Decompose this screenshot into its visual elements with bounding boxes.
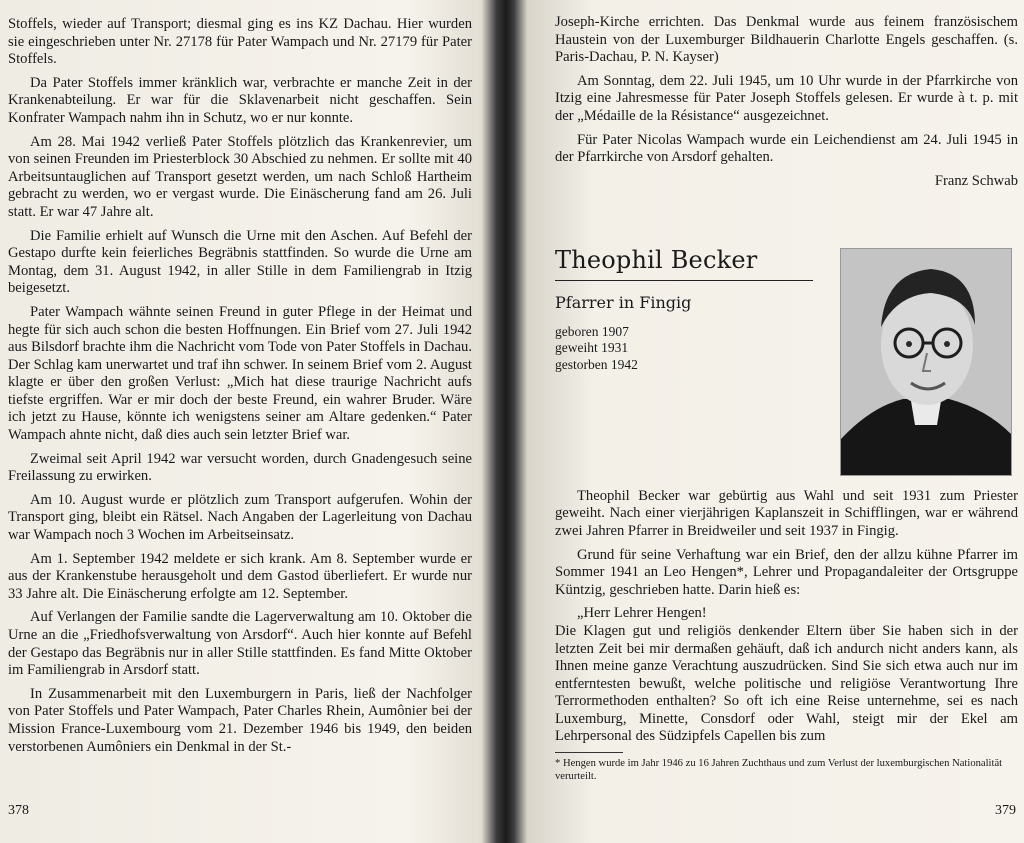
paragraph: Joseph-Kirche errichten. Das Denkmal wurde aus feinem französischem Haustein von der Luxemburger Bildhauerin Charlotte Engels geschaffen. (s. Paris-Dachau, P. N. Kayser) xyxy=(555,14,1018,66)
paragraph: Für Pater Nicolas Wampach wurde ein Leichendienst am 24. Juli 1945 in der Pfarrkirche von Arsdorf gehalten. xyxy=(555,131,1018,166)
bio-date-ordained: geweiht 1931 xyxy=(555,340,629,356)
page-number: 379 xyxy=(995,803,1016,818)
right-page xyxy=(535,0,1024,843)
portrait-illustration xyxy=(841,249,1011,475)
bio-date-died: gestorben 1942 xyxy=(555,356,638,372)
paragraph: Zweimal seit April 1942 war versucht worden, durch Gnadengesuch seine Freilassung zu erwirken. xyxy=(8,450,472,485)
biography-header xyxy=(555,246,1018,482)
paragraph: Da Pater Stoffels immer kränklich war, verbrachte er manche Zeit in der Krankenabteilung. Er war für die Sklavenarbeit nicht geschaffen. Sein Konfrater Wampach nahm ihn in Schutz, wo er nur konnte. xyxy=(8,74,472,126)
bio-date-born: geboren 1907 xyxy=(555,323,629,339)
paragraph: Die Familie erhielt auf Wunsch die Urne mit den Aschen. Auf Befehl der Gestapo durfte kein feierliches Begräbnis stattfinden. So wurde die Urne am Montag, dem 31. August 1942, in aller Stille in dem Familiengrab in Itzig beigesetzt. xyxy=(8,227,472,297)
author-signature: Franz Schwab xyxy=(934,172,1018,189)
paragraph: Am 10. August wurde er plötzlich zum Transport aufgerufen. Wohin der Transport ging, bleibt ein Rätsel. Nach Angaben der Lagerleitung von Dachau war Wampach noch 3 Wochen im Arbeitseinsatz. xyxy=(8,491,472,544)
portrait-photo xyxy=(840,248,1012,476)
left-page xyxy=(0,0,490,843)
paragraph: Theophil Becker war gebürtig aus Wahl und seit 1931 zum Priester geweiht. Nach einer vierjährigen Kaplanszeit in Schifflingen, war er während zwei Jahren Pfarrer in Breidweiler und seit 1937 in Fingig. xyxy=(555,487,1018,539)
paragraph: Am 1. September 1942 meldete er sich krank. Am 8. September wurde er aus der Krankenstube herausgeholt und dem Gastod überliefert. Er wurde nur 33 Jahre alt. Die Einäscherung erfolgte am 12. September. xyxy=(8,550,472,602)
paragraph: Auf Verlangen der Familie sandte die Lagerverwaltung am 10. Oktober die Urne an die „Friedhofsverwaltung von Arsdorf“. Auch hier konnte auf Befehl der Gestapo das Begräbnis nur in aller Stille stattfinden. Es fand Mitte Oktober im Familiengrab in Arsdorf statt. xyxy=(8,609,472,679)
paragraph: Die Klagen gut und religiös denkender Eltern über Sie haben sich in der letzten Zeit bei mir dermaßen gehäuft, daß ich andurch nicht anders kann, als Ihnen meine ganze Verachtung auszudrücken. Sind Sie sich etwa auch nur im entferntesten bewußt, welche politische und religiöse Verantwortung Ihre Terrormethoden enthalten? So oft ich eine Reise unternehme, sei es nach Luxemburg, Minette, Consdorf oder Wahl, steigt mir der Ekel am Lehrpersonal des Südzipfels Capellen bis zum xyxy=(555,622,1018,745)
bio-name: Theophil Becker xyxy=(555,245,758,274)
paragraph: In Zusammenarbeit mit den Luxemburgern in Paris, ließ der Nachfolger von Pater Stoffels und Pater Wampach, Pater Charles Rhein, Aumônier bei der Mission France-Luxembourg vom 21. Dezember 1946 bis 1949, den beiden verstorbenen Aumôniers ein Denkmal in der St.- xyxy=(8,685,472,755)
page-number: 378 xyxy=(8,803,29,818)
paragraph: Stoffels, wieder auf Transport; diesmal ging es ins KZ Dachau. Hier wurden sie eingeschrieben unter Nr. 27178 für Pater Wampach und Nr. 27179 für Pater Stoffels. xyxy=(8,16,472,68)
paragraph: Am Sonntag, dem 22. Juli 1945, um 10 Uhr wurde in der Pfarrkirche von Itzig eine Jahresmesse für Pater Joseph Stoffels gelesen. Er wurde à t. p. mit der „Médaille de la Résistance“ ausgezeichnet. xyxy=(555,72,1018,124)
paragraph: Pater Wampach wähnte seinen Freund in guter Pflege in der Heimat und hegte für sich auch schon die besten Hoffnungen. Ein Brief vom 27. Juli 1942 aus Bilsdorf brachte ihm die Nachricht vom Tode von Pater Stoffels in Dachau. Der Schlag kam unerwartet und traf ihn schwer. In seinem Brief vom 2. August klagte er über den großen Verlust: „Mich hat diese traurige Nachricht aufs tiefste ergriffen. War er mir doch der beste Freund, ein wahrer Bruder. Wäre ich jetzt zu Hause, könnte ich wenigstens seiner am Altare gedenken.“ Pater Wampach ahnte nicht, daß dies auch sein letzter Brief war. xyxy=(8,303,472,444)
footnote-divider xyxy=(555,752,623,753)
bio-role: Pfarrer in Fingig xyxy=(555,292,692,312)
footnote: * Hengen wurde im Jahr 1946 zu 16 Jahren Zuchthaus und zum Verlust der luxemburgischen Nationalität verurteilt. xyxy=(555,758,1003,783)
divider xyxy=(555,280,813,281)
paragraph: Grund für seine Verhaftung war ein Brief, den der allzu kühne Pfarrer im Sommer 1941 an Leo Hengen*, Lehrer und Propagandaleiter der Ortsgruppe Küntzig, geschrieben hatte. Darin hieß es: xyxy=(555,546,1018,598)
paragraph: „Herr Lehrer Hengen! xyxy=(577,605,707,622)
paragraph: Am 28. Mai 1942 verließ Pater Stoffels plötzlich das Krankenrevier, um von seinen Freunden im Priesterblock 30 Abschied zu nehmen. Er sollte mit 40 Arbeitsuntauglichen auf Transport gesetzt werden, um nach Schloß Hartheim gebracht zu werden, wo er vergast wurde. Die Einäscherung fand am 26. Juli statt. Er war 47 Jahre alt. xyxy=(8,133,472,220)
